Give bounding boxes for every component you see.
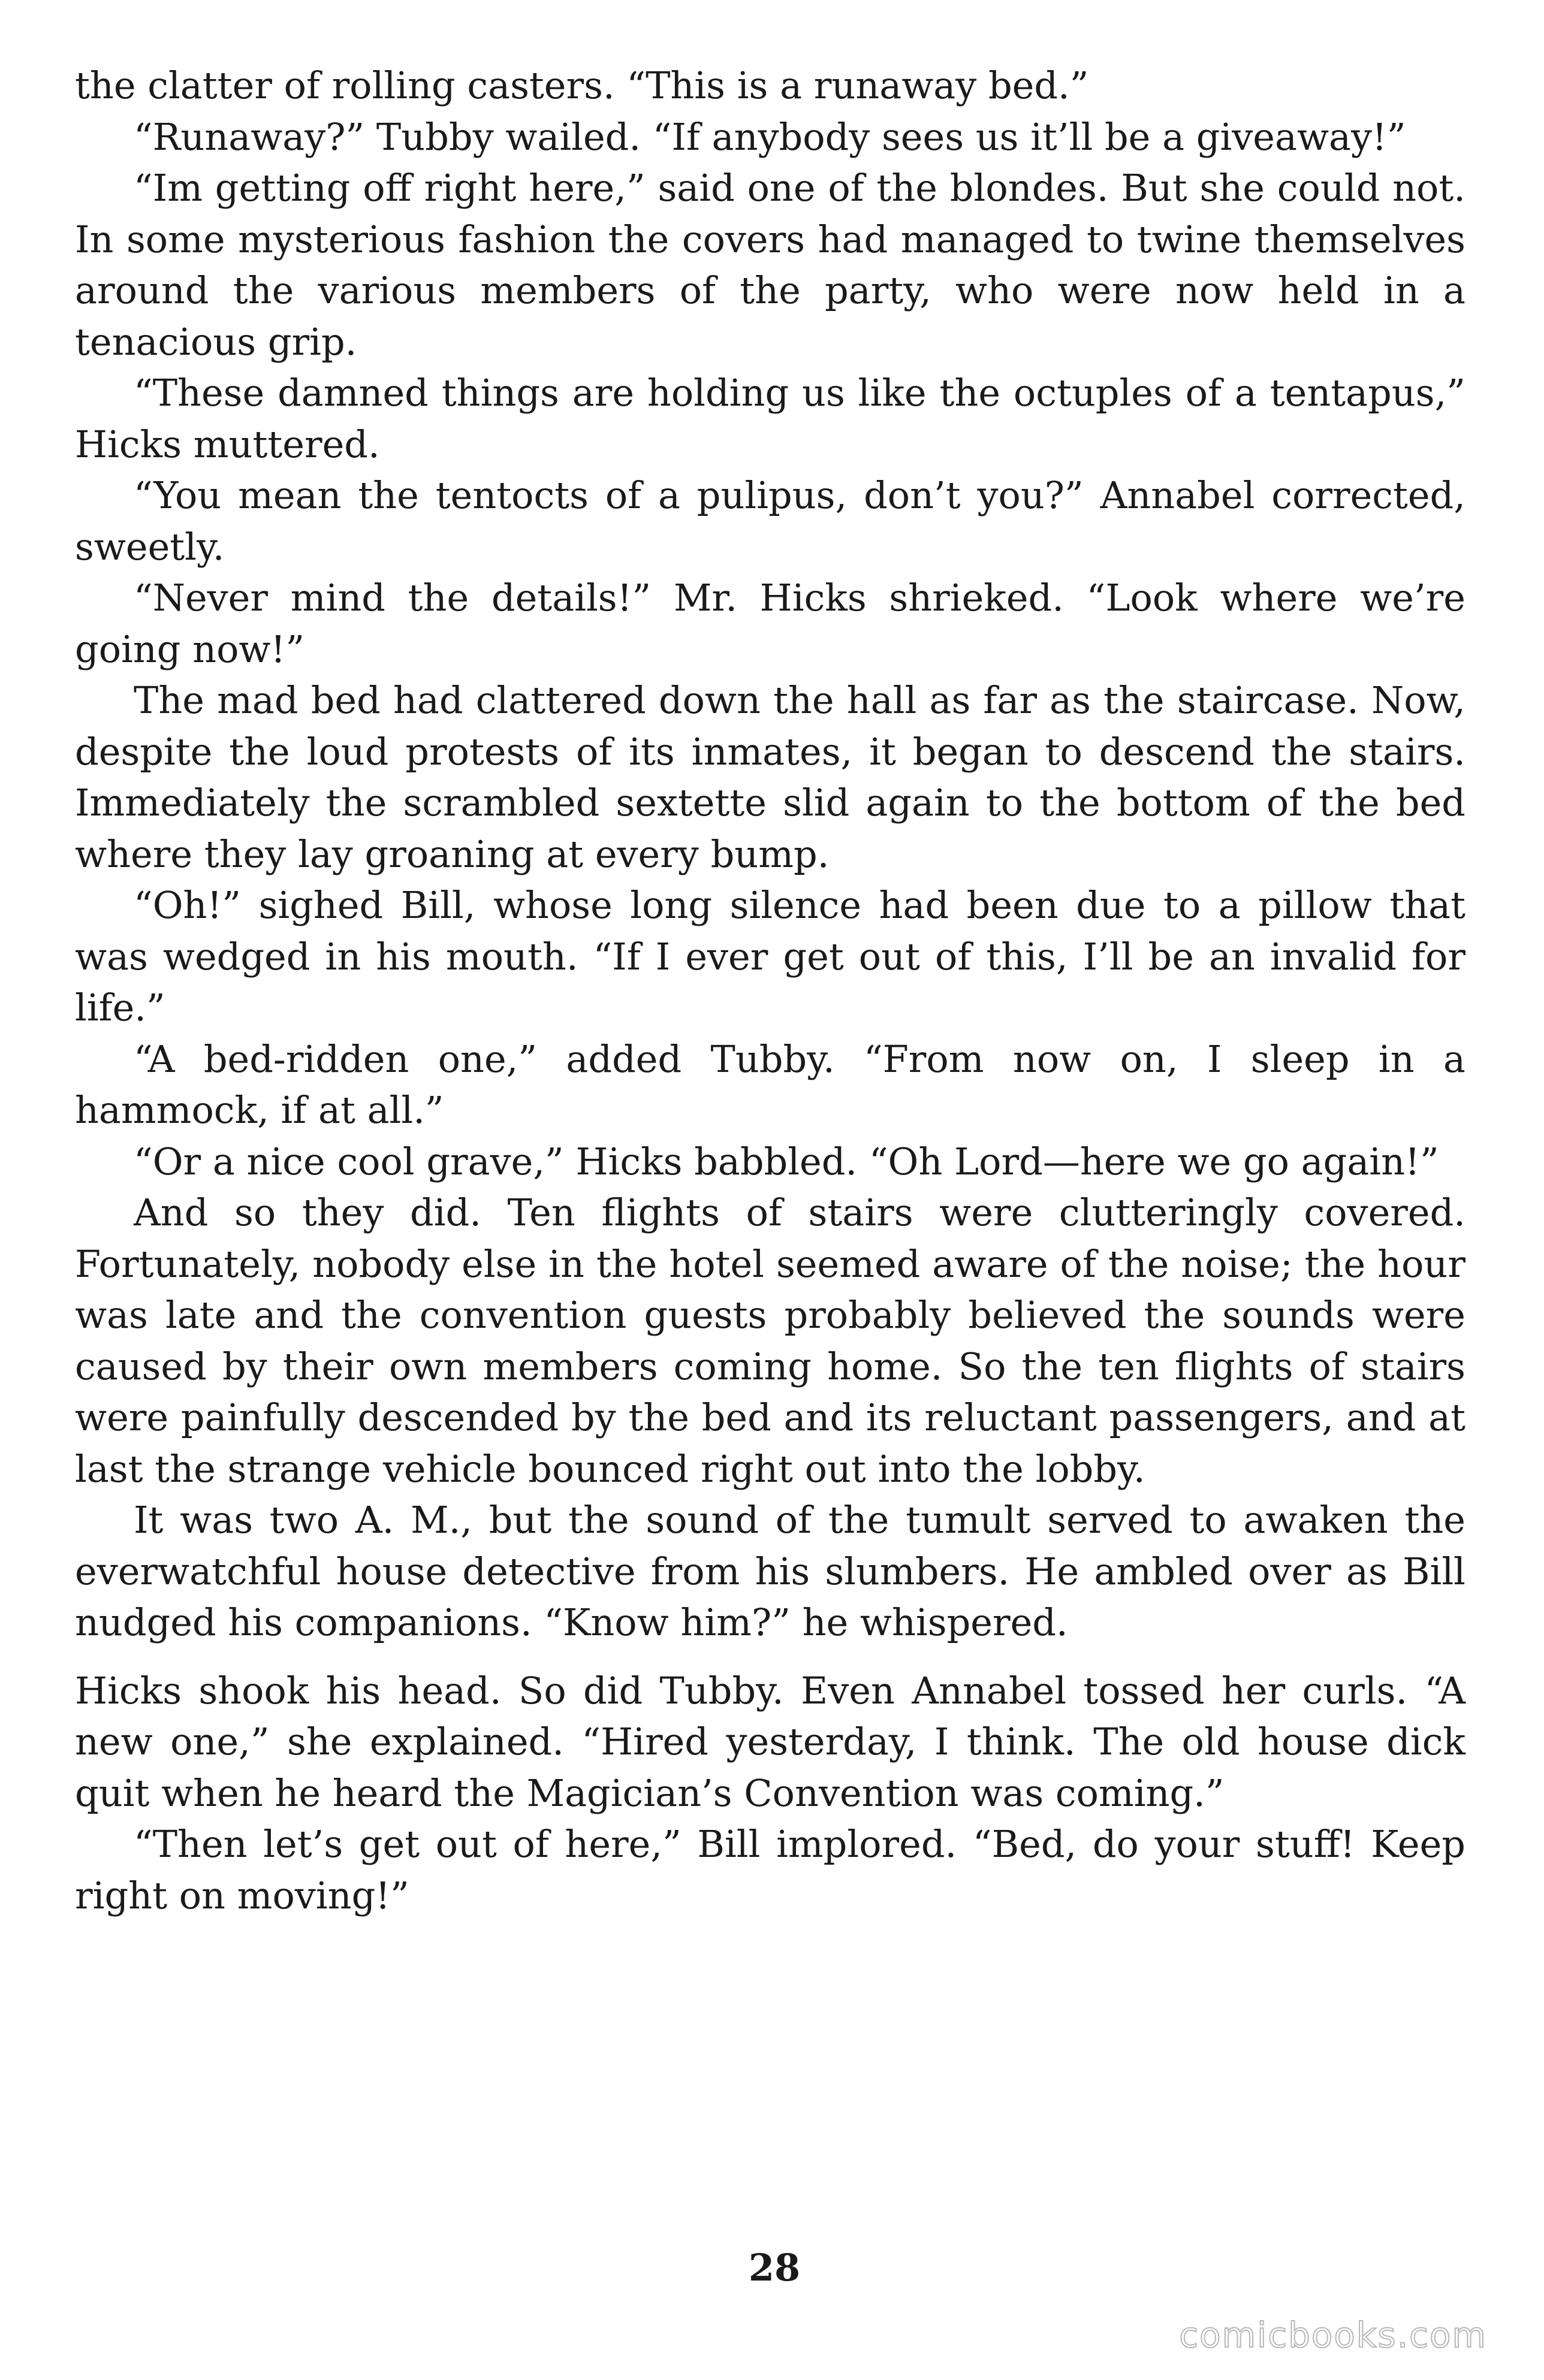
paragraph-continuation: the clatter of rolling casters. “This is a runaway bed.” [75, 64, 1089, 107]
paragraph: Hicks shook his head. So did Tubby. Even Annabel tossed her curls. “A new one,” she explained. “Hired yesterday, I think. The old house dick quit when he heard the Magician’s Convention was coming.” [75, 1668, 1465, 1815]
paragraph: “Then let’s get out of here,” Bill implored. “Bed, do your stuff! Keep right on moving!” [75, 1822, 1465, 1917]
paragraph: And so they did. Ten flights of stairs were clutteringly covered. Fortunately, nobody else in the hotel seemed aware of the noise; the hour was late and the convention guests probably believed the sounds were caused by their own members coming home. So the ten flights of stairs were painfully descended by the bed and its reluctant passengers, and at last the strange vehicle bounced right out into the lobby. [75, 1191, 1465, 1491]
page-body [75, 60, 1465, 1921]
paragraph: It was two A. M., but the sound of the tumult served to awaken the everwatchful house detective from his slumbers. He ambled over as Bill nudged his companions. “Know him?” he whispered. [75, 1498, 1465, 1644]
paragraph: “Never mind the details!” Mr. Hicks shrieked. “Look where we’re going now!” [75, 576, 1465, 671]
paragraph: “Or a nice cool grave,” Hicks babbled. “Oh Lord—here we go again!” [134, 1139, 1439, 1183]
paragraph: “Im getting off right here,” said one of the blondes. But she could not. In some mysterious fashion the covers had managed to twine themselves around the various members of the party, who were now held in a tenacious grip. [75, 166, 1465, 364]
paragraph: “Runaway?” Tubby wailed. “If anybody sees us it’ll be a giveaway!” [134, 114, 1406, 159]
paragraph: “You mean the tentocts of a pulipus, don’t you?” Annabel corrected, sweetly. [75, 473, 1465, 569]
watermark-logo: comicbooks.com [1179, 2315, 1487, 2355]
paragraph: The mad bed had clattered down the hall as far as the staircase. Now, despite the loud protests of its inmates, it began to descend the stairs. Immediately the scrambled sextette slid again to the bottom of the bed where they lay groaning at every bump. [75, 678, 1465, 876]
paragraph: “A bed-ridden one,” added Tubby. “From now on, I sleep in a hammock, if at all.” [75, 1037, 1465, 1132]
paragraph: “These damned things are holding us like the octuples of a tentapus,” Hicks muttered. [75, 371, 1465, 466]
paragraph: “Oh!” sighed Bill, whose long silence had been due to a pillow that was wedged in his mouth. “If I ever get out of this, I’ll be an invalid for life.” [75, 883, 1465, 1029]
page-number: 28 [748, 2246, 801, 2290]
